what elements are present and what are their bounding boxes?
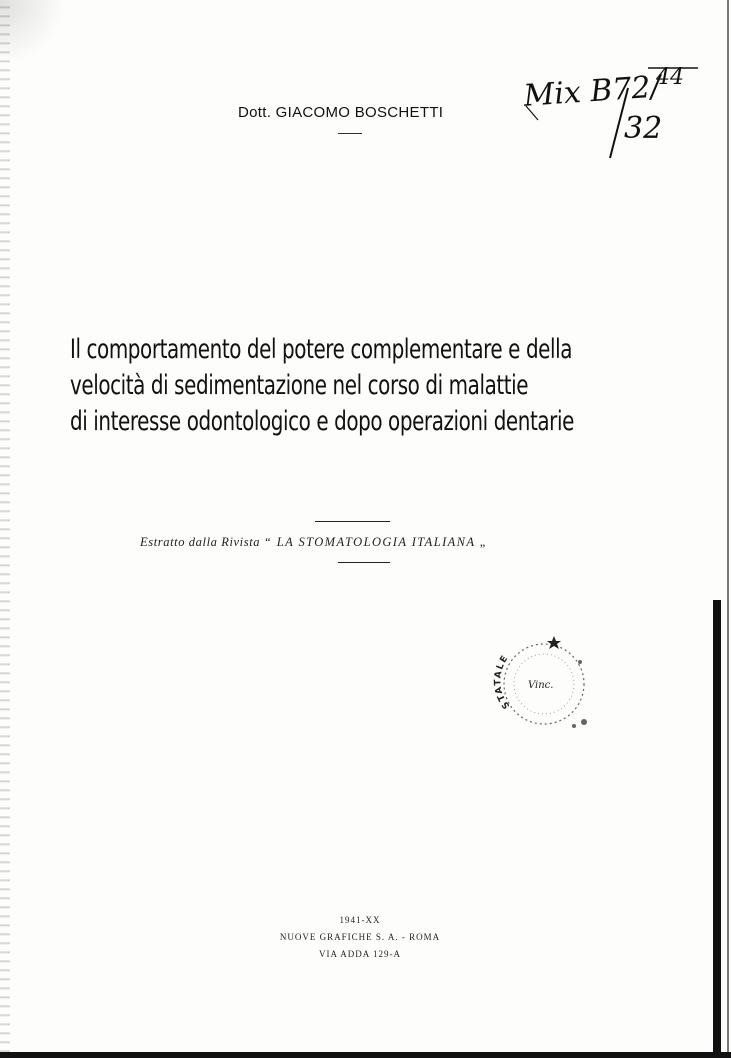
colophon-publisher: NUOVE GRAFICHE S. A. - ROMA	[279, 932, 441, 942]
scan-right-bar	[713, 600, 721, 1058]
stamp-arc-path-text: STATALE	[493, 653, 513, 711]
stamp-arc-text	[493, 653, 512, 710]
scan-right-line	[727, 0, 729, 1058]
extract-note	[140, 535, 600, 550]
colophon	[230, 912, 490, 963]
handwritten-shelfmark-line1: Mix B72/	[522, 69, 662, 114]
scan-corner-shadow	[0, 0, 70, 60]
scan-bottom-edge	[0, 1052, 731, 1058]
title-line-2: velocità di sedimentazione nel corso di malattie	[70, 370, 529, 401]
scan-right-edge	[709, 0, 731, 1058]
handwritten-shelfmark-line2: 32	[624, 111, 663, 146]
author-name: Dott. GIACOMO BOSCHETTI	[238, 104, 444, 121]
handwritten-shelfmark-top: 44	[656, 65, 684, 90]
title-line-1: Il comportamento del potere complementare e della	[70, 334, 573, 365]
extract-rule-top	[315, 521, 390, 522]
title-line-3: di interesse odontologico e dopo operazioni dentarie	[70, 406, 574, 437]
scan-left-edge	[0, 0, 10, 1058]
stamp-center-text: Vinc.	[528, 680, 554, 691]
colophon-address: VIA ADDA 129-A	[318, 949, 401, 959]
stamp-star-icon	[547, 636, 561, 649]
library-stamp	[488, 626, 598, 736]
journal-name: “ LA STOMATOLOGIA ITALIANA „	[263, 535, 489, 549]
document-title	[70, 332, 650, 440]
handwritten-shelfmark	[520, 58, 710, 168]
author-rule	[338, 133, 362, 134]
colophon-year: 1941-XX	[339, 915, 381, 925]
extract-prefix: Estratto dalla Rivista	[140, 535, 261, 549]
extract-rule-bottom	[338, 562, 390, 563]
